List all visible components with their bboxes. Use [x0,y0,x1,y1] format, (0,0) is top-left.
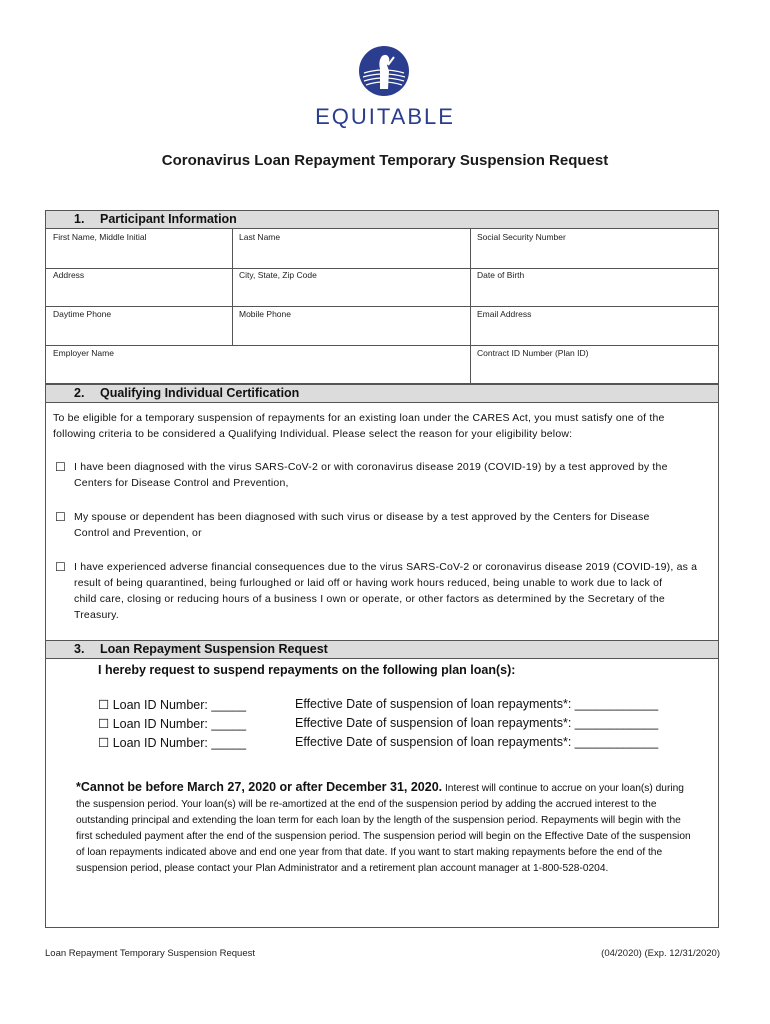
grid-divider [470,229,471,383]
effective-date-field[interactable]: Effective Date of suspension of loan repayments*: ____________ [295,735,659,749]
section-2-title: Qualifying Individual Certification [100,386,300,400]
request-statement: I hereby request to suspend repayments on the following plan loan(s): [98,663,516,677]
loan-checkbox[interactable]: ☐ [98,717,110,731]
checkbox-option-financial[interactable]: ☐ [55,560,66,574]
section-1-header [46,211,718,229]
loan-id-field[interactable]: Loan ID Number: _____ [112,736,247,750]
grid-divider [46,306,718,307]
loan-checkbox[interactable]: ☐ [98,698,110,712]
employer-name-field[interactable]: Employer Name [53,348,114,358]
email-field[interactable]: Email Address [477,309,532,319]
section-2-header [46,384,718,403]
mobile-phone-field[interactable]: Mobile Phone [239,309,291,319]
brand-name: EQUITABLE [315,104,455,129]
loan-checkbox[interactable]: ☐ [98,736,110,750]
section-3-title: Loan Repayment Suspension Request [100,642,328,656]
section-1-number: 1. [74,212,85,226]
loan-row [98,697,246,712]
section-1-title: Participant Information [100,212,237,226]
footer-form-name: Loan Repayment Temporary Suspension Request [45,948,256,959]
loan-row [98,716,246,731]
section-3-number: 3. [74,642,85,656]
effective-date-field[interactable]: Effective Date of suspension of loan repayments*: ____________ [295,697,659,711]
option-financial-text: I have experienced adverse financial consequences due to the virus SARS-CoV-2 or coronavirus disease 2019 (COVID-19), as a result of being quarantined, being furloughed or laid off or having work hours reduced, being unable to work due to lack of child care, closing or reducing hours of a business I own or operate, or other factors as determined by the Secretary of the Treasury. [74,561,698,621]
request-form [45,210,719,928]
eligibility-intro: To be eligible for a temporary suspension of repayments for an existing loan under the CARES Act, you must satisfy one of the following criteria to be considered a Qualifying Individual. Please select the reason for your eligibility below: [53,412,665,440]
checkbox-option-diagnosed[interactable]: ☐ [55,460,66,474]
section-3-header [46,640,718,659]
loan-id-field[interactable]: Loan ID Number: _____ [112,717,247,731]
grid-divider [46,268,718,269]
loan-row [98,735,246,750]
option-diagnosed-text: I have been diagnosed with the virus SARS-CoV-2 or with coronavirus disease 2019 (COVID-19) by a test approved by the Centers for Disease Control and Prevention, [74,461,668,489]
daytime-phone-field[interactable]: Daytime Phone [53,309,112,319]
checkbox-option-spouse[interactable]: ☐ [55,510,66,524]
footer-form-version: (04/2020) (Exp. 12/31/2020) [601,948,720,959]
option-spouse-text: My spouse or dependent has been diagnosed with such virus or disease by a test approved by the Centers for Disease Control and Prevention, or [74,511,650,539]
date-of-birth-field[interactable]: Date of Birth [477,270,525,280]
contract-id-field[interactable]: Contract ID Number (Plan ID) [477,348,589,358]
address-field[interactable]: Address [53,270,85,280]
note-body: Interest will continue to accrue on your loan(s) during the suspension period. Your loan(s) will be re-amortized at the end of the suspension period by adding the accrued interest to the outstanding principal and extending the loan term for each loan by the length of the suspension period. Repayments will begin with the first scheduled payment after the end of the suspension period. The suspension period will begin on the Effective Date of the suspension of loan repayments indicated above and end one year from that date. If you want to start making repayments before the end of the suspension period, please contact your Plan Administrator and a retirement plan account manager at 1-800-528-0204. [76,783,691,874]
loan-id-field[interactable]: Loan ID Number: _____ [112,698,247,712]
first-name-field[interactable]: First Name, Middle Initial [53,232,147,242]
section-2-number: 2. [74,386,85,400]
city-state-zip-field[interactable]: City, State, Zip Code [239,270,317,280]
ssn-field[interactable]: Social Security Number [477,232,566,242]
grid-divider [46,345,718,346]
last-name-field[interactable]: Last Name [239,232,281,242]
page-title: Coronavirus Loan Repayment Temporary Suspension Request [161,152,609,169]
note-emphasis: *Cannot be before March 27, 2020 or after December 31, 2020. [76,780,443,794]
grid-divider [232,229,233,345]
effective-date-field[interactable]: Effective Date of suspension of loan repayments*: ____________ [295,716,659,730]
equitable-logo-icon [358,45,410,97]
suspension-note [76,779,696,877]
